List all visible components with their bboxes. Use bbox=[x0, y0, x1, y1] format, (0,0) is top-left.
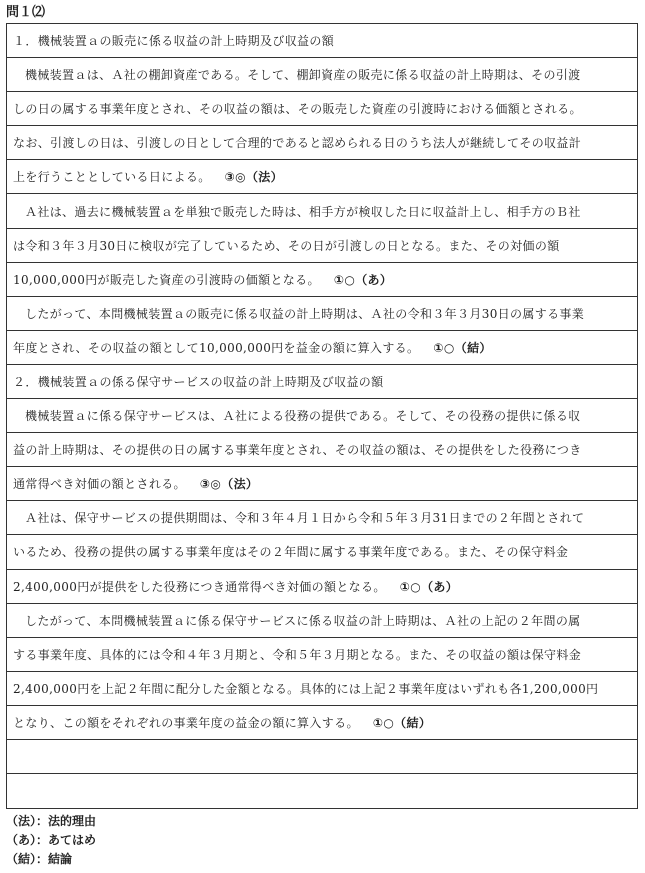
score-mark: ③◎（法） bbox=[199, 477, 259, 492]
answer-line bbox=[7, 331, 637, 365]
line-text: しの日の属する事業年度とされ、その収益の額は、その販売した資産の引渡時における価額とされる。 bbox=[13, 102, 582, 117]
score-mark: ③◎（法） bbox=[224, 170, 283, 185]
answer-line bbox=[7, 535, 637, 569]
legend-item-law: （法）：法的理由 bbox=[6, 814, 97, 828]
line-text: 通常得べき対価の額とされる。 bbox=[13, 477, 186, 492]
answer-line bbox=[7, 672, 637, 706]
answer-line bbox=[7, 501, 637, 535]
line-text: 2,400,000円を上記２年間に配分した金額となる。具体的には上記２事業年度はいずれも各1,200,000円 bbox=[13, 681, 599, 696]
legend-item-conclusion: （結）：結論 bbox=[6, 852, 73, 866]
line-text: いるため、役務の提供の属する事業年度はその２年間に属する事業年度である。また、その保守料金 bbox=[13, 545, 569, 560]
answer-line bbox=[7, 58, 637, 92]
line-text: 2,400,000円が提供をした役務につき通常得べき対価の額となる。 bbox=[13, 579, 386, 594]
answer-line bbox=[7, 92, 637, 126]
legend bbox=[6, 812, 96, 869]
score-mark: ①○（結） bbox=[433, 340, 492, 355]
score-mark: ①○（結） bbox=[372, 715, 432, 730]
answer-line bbox=[7, 126, 637, 160]
answer-line bbox=[7, 399, 637, 433]
question-title: 問１⑵ bbox=[6, 5, 46, 20]
answer-line bbox=[7, 740, 637, 774]
line-text: なお、引渡しの日は、引渡しの日として合理的であると認められる日のうち法人が継続してその収益計 bbox=[13, 136, 582, 151]
answer-line bbox=[7, 160, 637, 194]
answer-line bbox=[7, 365, 637, 399]
score-mark: ①○（あ） bbox=[399, 579, 459, 594]
line-text: ２．機械装置ａの係る保守サービスの収益の計上時期及び収益の額 bbox=[13, 374, 384, 389]
line-text: したがって、本問機械装置ａに係る保守サービスに係る収益の計上時期は、Ａ社の上記の２年間の属 bbox=[25, 613, 581, 628]
line-text: は令和３年３月30日に検収が完了しているため、その日が引渡しの日となる。また、その対価の額 bbox=[13, 238, 560, 253]
line-text: １．機械装置ａの販売に係る収益の計上時期及び収益の額 bbox=[13, 34, 335, 49]
legend-item-application: （あ）：あてはめ bbox=[6, 833, 97, 847]
answer-line bbox=[7, 638, 637, 672]
answer-sheet bbox=[6, 23, 638, 809]
line-text: 年度とされ、その収益の額として10,000,000円を益金の額に算入する。 bbox=[13, 340, 420, 355]
answer-line bbox=[7, 194, 637, 228]
line-text: 機械装置ａに係る保守サービスは、Ａ社による役務の提供である。そして、その役務の提供に係る収 bbox=[25, 409, 581, 424]
answer-line bbox=[7, 433, 637, 467]
answer-line bbox=[7, 706, 637, 740]
line-text: する事業年度、具体的には令和４年３月期と、令和５年３月期となる。また、その収益の額は保守料金 bbox=[13, 647, 582, 662]
line-text: 機械装置ａは、Ａ社の棚卸資産である。そして、棚卸資産の販売に係る収益の計上時期は、その引渡 bbox=[25, 68, 581, 83]
answer-line bbox=[7, 467, 637, 501]
answer-line bbox=[7, 570, 637, 604]
line-text: Ａ社は、保守サービスの提供期間は、令和３年４月１日から令和５年３月31日までの２年間とされて bbox=[25, 511, 585, 526]
line-text: Ａ社は、過去に機械装置ａを単独で販売した時は、相手方が検収した日に収益計上し、相手方のＢ社 bbox=[25, 204, 581, 219]
answer-line bbox=[7, 774, 637, 808]
answer-line bbox=[7, 24, 637, 58]
answer-line bbox=[7, 263, 637, 297]
score-mark: ①○（あ） bbox=[333, 272, 393, 287]
answer-line bbox=[7, 604, 637, 638]
line-text: したがって、本問機械装置ａの販売に係る収益の計上時期は、Ａ社の令和３年３月30日の属する事業 bbox=[25, 306, 585, 321]
answer-line bbox=[7, 229, 637, 263]
line-text: 10,000,000円が販売した資産の引渡時の価額となる。 bbox=[13, 272, 320, 287]
answer-line bbox=[7, 297, 637, 331]
line-text: 上を行うこととしている日による。 bbox=[13, 170, 211, 185]
line-text: となり、この額をそれぞれの事業年度の益金の額に算入する。 bbox=[13, 715, 359, 730]
line-text: 益の計上時期は、その提供の日の属する事業年度とされ、その収益の額は、その提供をした役務につき bbox=[13, 443, 582, 458]
